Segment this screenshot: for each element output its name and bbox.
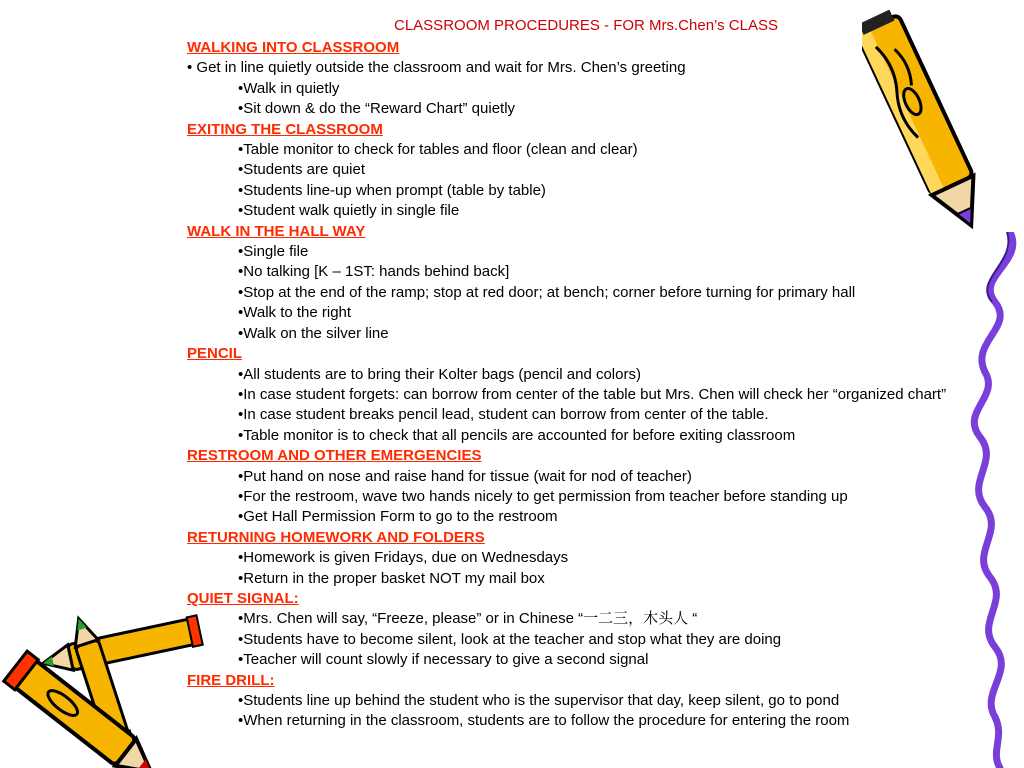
list-item: •Single file <box>238 243 309 261</box>
list-item: •Students are quiet <box>238 161 366 179</box>
section-heading-returning-homework-and-folders: RETURNING HOMEWORK AND FOLDERS <box>187 528 485 546</box>
list-item: •Student walk quietly in single file <box>238 202 460 220</box>
list-item: •Put hand on nose and raise hand for tissue (wait for nod of teacher) <box>238 467 692 485</box>
list-item: •Walk on the silver line <box>238 324 389 342</box>
list-item: •Sit down & do the “Reward Chart” quietly <box>238 100 516 118</box>
list-item: •Students have to become silent, look at the teacher and stop what they are doing <box>238 630 782 648</box>
list-item: •Students line up behind the student who is the supervisor that day, keep silent, go to pond <box>238 692 840 709</box>
list-item: •Return in the proper basket NOT my mail box <box>238 569 545 587</box>
list-item: •Teacher will count slowly if necessary to give a second signal <box>238 651 649 669</box>
list-item: •When returning in the classroom, students are to follow the procedure for entering the room <box>238 712 850 730</box>
pencil-clipart-icon <box>862 0 1002 245</box>
section-heading-fire-drill: FIRE DRILL: <box>187 671 275 689</box>
section-heading-restroom-and-other-emergencies: RESTROOM AND OTHER EMERGENCIES <box>187 447 482 465</box>
list-item: •Homework is given Fridays, due on Wednesdays <box>238 549 569 567</box>
pencils-clipart-icon <box>0 600 210 768</box>
list-item: •Students line-up when prompt (table by table) <box>238 181 546 199</box>
page-title: CLASSROOM PROCEDURES - FOR Mrs.Chen’s CLASS <box>394 17 778 34</box>
list-item: •Table monitor to check for tables and floor (clean and clear) <box>238 141 638 159</box>
list-item: •Get Hall Permission Form to go to the restroom <box>238 508 558 526</box>
list-item: • Get in line quietly outside the classroom and wait for Mrs. Chen’s greeting <box>187 59 686 77</box>
section-heading-pencil: PENCIL <box>187 345 243 363</box>
squiggle-line-icon <box>955 232 1024 768</box>
list-item: •Stop at the end of the ramp; stop at red door; at bench; corner before turning for primary hall <box>238 283 856 301</box>
list-item: •Walk in quietly <box>238 79 340 97</box>
list-item: •In case student forgets: can borrow from center of the table but Mrs. Chen will check her “organized chart” <box>238 385 947 403</box>
list-item: •For the restroom, wave two hands nicely to get permission from teacher before standing up <box>238 487 848 505</box>
section-heading-exiting-the-classroom: EXITING THE CLASSROOM <box>187 120 383 138</box>
list-item: •Table monitor is to check that all pencils are accounted for before exiting classroom <box>238 426 796 444</box>
list-item: •Mrs. Chen will say, “Freeze, please” or in Chinese “一二三，木头人 “ <box>238 610 698 628</box>
list-item: •No talking [K – 1ST: hands behind back] <box>238 263 510 281</box>
list-item: •Walk to the right <box>238 304 352 322</box>
section-heading-walking-into-classroom: WALKING INTO CLASSROOM <box>187 39 400 56</box>
list-item: •In case student breaks pencil lead, student can borrow from center of the table. <box>238 406 769 424</box>
section-heading-quiet-signal: QUIET SIGNAL: <box>187 589 299 607</box>
section-heading-walk-in-the-hall-way: WALK IN THE HALL WAY <box>187 222 366 240</box>
list-item: •All students are to bring their Kolter bags (pencil and colors) <box>238 365 641 383</box>
